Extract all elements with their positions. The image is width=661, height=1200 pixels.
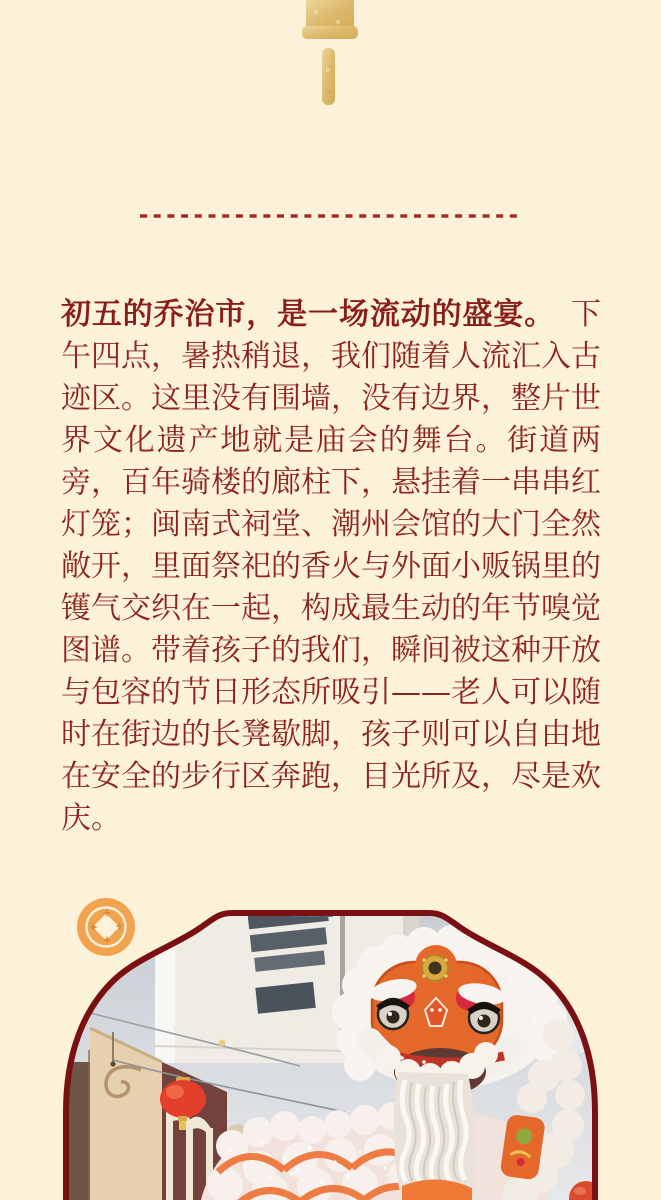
lead-sentence: 初五的乔治市，是一场流动的盛宴。 (61, 297, 541, 332)
hanging-tassel-icon (302, 0, 358, 105)
article-paragraph (61, 294, 601, 840)
lion-dance-photo (63, 899, 650, 1200)
body-text: 下午四点，暑热稍退，我们随着人流汇入古迹区。这里没有围墙，没有边界，整片世界文化遗产地就是庙会的舞台。街道两旁，百年骑楼的廊柱下，悬挂着一串串红灯笼；闽南式祠堂、潮州会馆的大门全然敞开，里面祭祀的香火与外面小贩锅里的镬气交织在一起，构成最生动的年节嗅觉图谱。带着孩子的我们，瞬间被这种开放与包容的节日形态所吸引——老人可以随时在街边的长凳歇脚，孩子则可以自由地在安全的步行区奔跑，目光所及，尽是欢庆。 (61, 297, 602, 836)
coin-icon (77, 898, 135, 956)
